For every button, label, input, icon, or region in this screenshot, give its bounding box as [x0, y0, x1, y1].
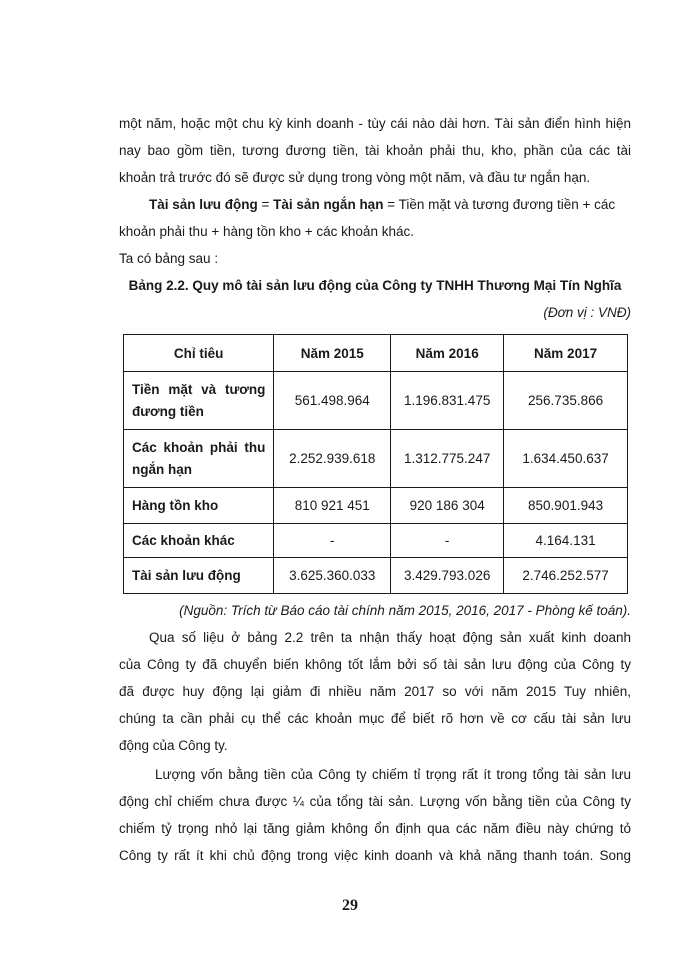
- table-source-note: (Nguồn: Trích từ Báo cáo tài chính năm 2015, 2016, 2017 - Phòng kế toán).: [179, 603, 631, 618]
- row-label-line: đương tiền: [132, 403, 204, 419]
- text-line: khoản phải thu + hàng tồn kho + các khoản khác.: [119, 224, 414, 239]
- current-assets-table: [123, 334, 628, 594]
- table-row: [124, 372, 628, 430]
- table-caption: Bảng 2.2. Quy mô tài sản lưu động của Công ty TNHH Thương Mại Tín Nghĩa: [128, 278, 622, 293]
- cell-2016: 1.312.775.247: [391, 430, 504, 488]
- table-row-total: [124, 558, 628, 594]
- text-line: động của Công ty.: [119, 738, 228, 753]
- row-label: [124, 430, 274, 488]
- formula-paragraph: [119, 191, 631, 272]
- cell-2015: 2.252.939.618: [274, 430, 391, 488]
- table-row: [124, 488, 628, 524]
- header-2015: Năm 2015: [274, 335, 391, 372]
- text-line: của Công ty đã chuyển biến không tốt lắm bởi số tài sản lưu động của Công ty: [119, 657, 631, 672]
- formula-term-current-assets: Tài sản lưu động: [149, 197, 258, 212]
- header-indicator: Chỉ tiêu: [124, 335, 274, 372]
- row-label: Hàng tồn kho: [124, 488, 274, 524]
- cell-2015: 3.625.360.033: [274, 558, 391, 594]
- formula-equals: =: [257, 197, 274, 212]
- text-line: Lượng vốn bằng tiền của Công ty chiếm tỉ trọng rất ít trong tổng tài sản lưu: [155, 767, 631, 782]
- text-line: nay bao gồm tiền, tương đương tiền, tài khoản phải thu, kho, phần của các tài: [119, 143, 631, 158]
- row-label: Các khoản khác: [124, 524, 274, 558]
- table-row: [124, 524, 628, 558]
- text-line: đã được huy động lại giảm đi nhiều năm 2017 so với năm 2015 Tuy nhiên,: [119, 684, 631, 699]
- table-row: [124, 430, 628, 488]
- text-line: chiếm tỷ trọng nhỏ lại tăng giảm không ổn định qua các năm điều này chứng tỏ: [119, 821, 631, 836]
- cell-2017: 850.901.943: [504, 488, 628, 524]
- cell-2017: 1.634.450.637: [504, 430, 628, 488]
- paragraph-cash-capital: [119, 761, 631, 869]
- text-line: chúng ta cần phải cụ thể các khoản mục để biết rõ hơn về cơ cấu tài sản lưu: [119, 711, 631, 726]
- page-number: 29: [342, 897, 358, 914]
- table-unit: (Đơn vị : VNĐ): [543, 305, 631, 320]
- header-2016: Năm 2016: [391, 335, 504, 372]
- formula-rest: = Tiền mặt và tương đương tiền + các: [383, 197, 616, 212]
- text-line: Công ty rất ít khi chủ động trong việc kinh doanh và khả năng thanh toán. Song: [119, 848, 631, 863]
- paragraph-analysis: [119, 624, 631, 759]
- table-header-row: [124, 335, 628, 372]
- row-label: [124, 372, 274, 430]
- cell-2016: 920 186 304: [391, 488, 504, 524]
- cell-2016: 1.196.831.475: [391, 372, 504, 430]
- row-label-line: ngắn hạn: [132, 461, 192, 477]
- text-line: Qua số liệu ở bảng 2.2 trên ta nhận thấy hoạt động sản xuất kinh doanh: [149, 630, 631, 645]
- paragraph-current-assets-definition: [119, 110, 631, 191]
- text-line: một năm, hoặc một chu kỳ kinh doanh - tùy cái nào dài hơn. Tài sản điển hình hiện: [119, 116, 631, 131]
- cell-2015: 810 921 451: [274, 488, 391, 524]
- cell-2016: -: [391, 524, 504, 558]
- cell-2015: 561.498.964: [274, 372, 391, 430]
- formula-term-short-term-assets: Tài sản ngắn hạn: [273, 197, 384, 212]
- text-line: động chỉ chiếm chưa được ¼ của tổng tài sản. Lượng vốn bằng tiền của Công ty: [119, 794, 631, 809]
- table-intro: Ta có bảng sau :: [119, 251, 219, 266]
- cell-2016: 3.429.793.026: [391, 558, 504, 594]
- cell-2015: -: [274, 524, 391, 558]
- cell-2017: 256.735.866: [504, 372, 628, 430]
- cell-2017: 2.746.252.577: [504, 558, 628, 594]
- row-label: Tài sản lưu động: [124, 558, 274, 594]
- header-2017: Năm 2017: [504, 335, 628, 372]
- formula-line: [119, 191, 631, 218]
- row-label-line: Tiền mặt và tương: [132, 381, 266, 397]
- row-label-line: Các khoản phải thu: [132, 439, 266, 455]
- text-line: khoản trả trước đó sẽ được sử dụng trong vòng một năm, và đầu tư ngắn hạn.: [119, 170, 591, 185]
- cell-2017: 4.164.131: [504, 524, 628, 558]
